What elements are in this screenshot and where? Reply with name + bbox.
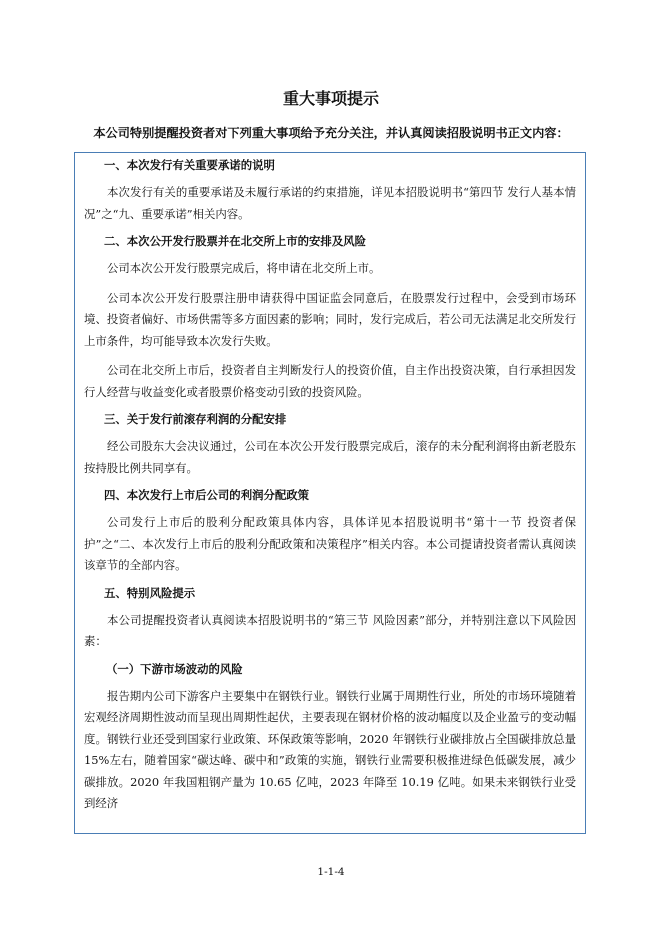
section-paragraph: 本公司提醒投资者认真阅读本招股说明书的“第三节 风险因素”部分，并特别注意以下风险因素： bbox=[84, 612, 576, 648]
section-paragraph: 公司本次公开发行股票注册申请获得中国证监会同意后，在股票发行过程中，会受到市场环境、投资者偏好、市场供需等多方面因素的影响；同时，发行完成后，若公司无法满足北交所发行上市条件，均可能导致本次发行失败。 bbox=[84, 290, 576, 348]
subsection-paragraph: 报告期内公司下游客户主要集中在钢铁行业。钢铁行业属于周期性行业，所处的市场环境随着宏观经济周期性波动而呈现出周期性起伏，主要表现在钢材价格的波动幅度以及企业盈亏的变动幅度。钢铁行业还受到国家行业政策、环保政策等影响，2020 年钢铁行业碳排放占全国碳排放总量 15%左右，随着国家“碳达峰、碳中和”政策的实施，钢铁行业需要积极推进绿色低碳发展，减少碳排放。2020 年我国粗钢产量为 10.65 亿吨，2023 年降至 10.19 亿吨。如果未来钢铁行业受到经济 bbox=[84, 688, 576, 810]
section-listing-risk bbox=[84, 233, 576, 403]
section-paragraph: 公司本次公开发行股票完成后，将申请在北交所上市。 bbox=[107, 261, 381, 275]
subsection-heading: （一）下游市场波动的风险 bbox=[106, 661, 243, 676]
section-dividend-policy bbox=[84, 487, 576, 577]
section-heading: 五、特别风险提示 bbox=[104, 585, 196, 600]
subsection-downstream-risk bbox=[84, 661, 576, 815]
section-heading: 三、关于发行前滚存利润的分配安排 bbox=[104, 412, 287, 426]
section-paragraph: 公司发行上市后的股利分配政策具体内容，具体详见本招股说明书“第十一节 投资者保护”之“二、本次发行上市后的股利分配政策和决策程序”相关内容。本公司提请投资者需认真阅读该章节的全部内容。 bbox=[84, 515, 576, 572]
page-title: 重大事项提示 bbox=[282, 89, 379, 108]
page-number: 1-1-4 bbox=[317, 866, 345, 878]
content-body bbox=[84, 157, 576, 823]
intro-notice: 本公司特别提醒投资者对下列重大事项给予充分关注，并认真阅读招股说明书正文内容： bbox=[93, 126, 569, 140]
section-commitments bbox=[84, 157, 576, 225]
section-heading: 二、本次公开发行股票并在北交所上市的安排及风险 bbox=[104, 234, 366, 248]
section-heading: 四、本次发行上市后公司的利润分配政策 bbox=[104, 488, 310, 502]
section-paragraph: 本次发行有关的重要承诺及未履行承诺的约束措施，详见本招股说明书“第四节 发行人基本情况”之“九、重要承诺”相关内容。 bbox=[84, 185, 576, 221]
section-heading: 一、本次发行有关重要承诺的说明 bbox=[104, 158, 275, 172]
section-paragraph: 公司在北交所上市后，投资者自主判断发行人的投资价值，自主作出投资决策，自行承担因发行人经营与收益变化或者股票价格变动引致的投资风险。 bbox=[84, 363, 576, 399]
section-special-risk bbox=[84, 585, 576, 653]
section-retained-profit bbox=[84, 411, 576, 479]
section-paragraph: 经公司股东大会决议通过，公司在本次公开发行股票完成后，滚存的未分配利润将由新老股东按持股比例共同享有。 bbox=[84, 439, 576, 475]
